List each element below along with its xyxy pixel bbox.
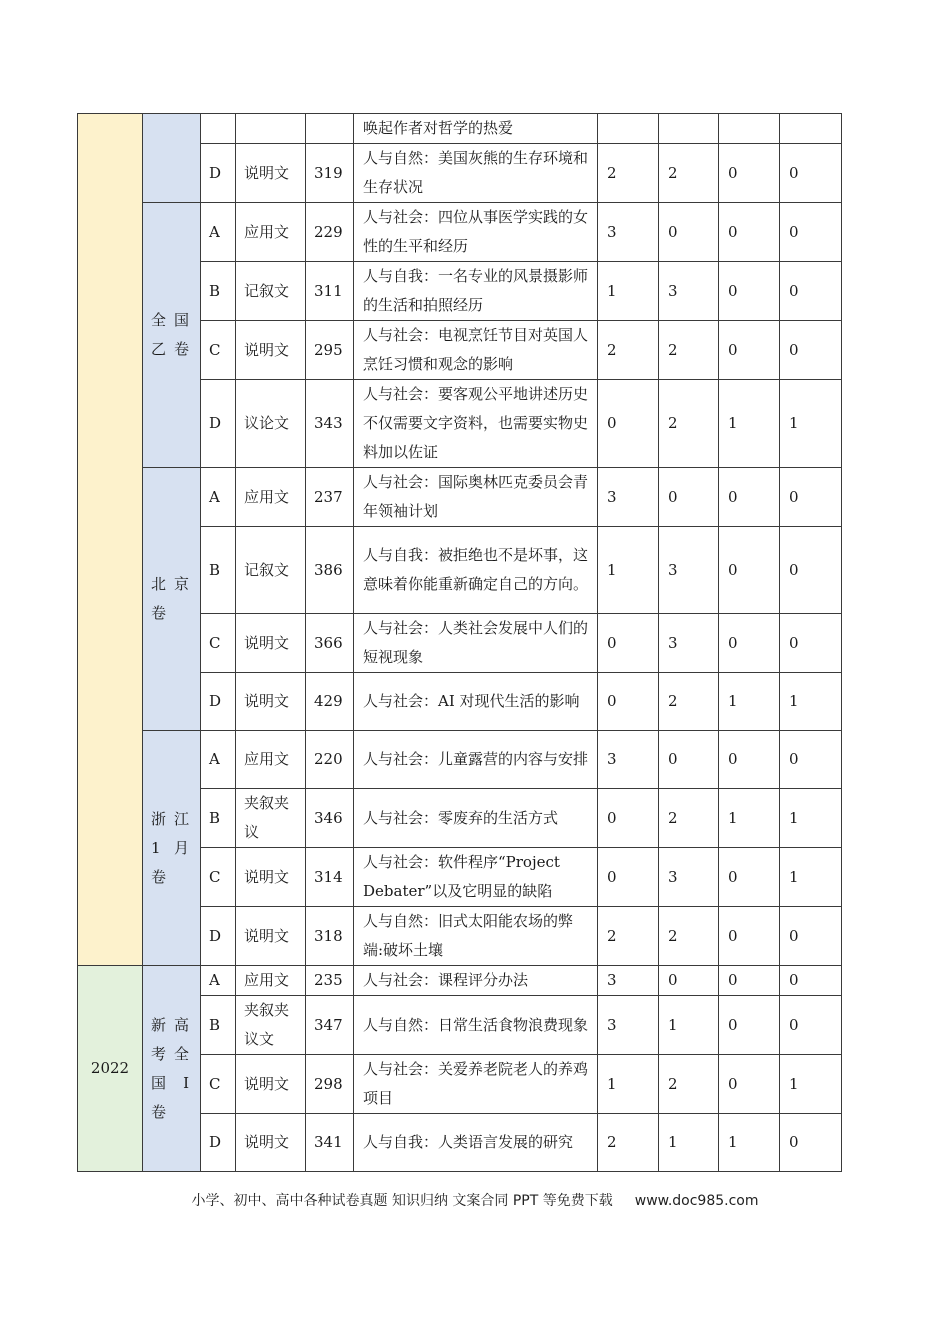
word-count: 319	[306, 144, 354, 203]
footer-text: 小学、初中、高中各种试卷真题 知识归纳 文案合同 PPT 等免费下载	[191, 1193, 613, 1209]
count-cell: 1	[719, 789, 780, 848]
count-cell: 1	[719, 673, 780, 731]
count-cell: 2	[598, 321, 659, 380]
count-cell: 3	[659, 848, 719, 907]
genre-cell: 说明文	[236, 848, 306, 907]
topic-cell: 人与社会：关爱养老院老人的养鸡项目	[354, 1055, 598, 1114]
count-cell: 0	[780, 262, 842, 321]
count-cell: 2	[659, 789, 719, 848]
passage-letter: C	[201, 1055, 236, 1114]
genre-cell: 说明文	[236, 614, 306, 673]
word-count: 429	[306, 673, 354, 731]
word-count: 237	[306, 468, 354, 527]
topic-cell: 人与自我：一名专业的风景摄影师的生活和拍照经历	[354, 262, 598, 321]
count-cell: 2	[659, 907, 719, 966]
count-cell: 0	[780, 468, 842, 527]
topic-cell: 人与社会：儿童露营的内容与安排	[354, 731, 598, 789]
count-cell: 0	[719, 966, 780, 996]
table-row	[78, 966, 842, 996]
count-cell: 1	[780, 380, 842, 468]
count-cell: 0	[780, 614, 842, 673]
passage-letter: B	[201, 996, 236, 1055]
paper-cell	[143, 966, 201, 1172]
paper-cell	[143, 203, 201, 468]
topic-cell: 人与社会：四位从事医学实践的女性的生平和经历	[354, 203, 598, 262]
word-count: 295	[306, 321, 354, 380]
count-cell: 0	[719, 262, 780, 321]
count-cell: 1	[719, 380, 780, 468]
count-cell: 2	[659, 380, 719, 468]
topic-cell: 人与自然：美国灰熊的生存环境和生存状况	[354, 144, 598, 203]
count-cell: 0	[719, 1055, 780, 1114]
count-cell: 3	[659, 527, 719, 614]
count-cell: 0	[598, 848, 659, 907]
count-cell: 0	[598, 614, 659, 673]
count-cell: 0	[659, 966, 719, 996]
genre-cell: 说明文	[236, 907, 306, 966]
word-count: 311	[306, 262, 354, 321]
count-cell: 3	[598, 731, 659, 789]
word-count	[306, 114, 354, 144]
genre-cell: 应用文	[236, 731, 306, 789]
topic-cell: 人与自我：被拒绝也不是坏事，这意味着你能重新确定自己的方向。	[354, 527, 598, 614]
count-cell: 1	[780, 789, 842, 848]
passage-letter: A	[201, 731, 236, 789]
passage-letter: D	[201, 673, 236, 731]
count-cell	[719, 114, 780, 144]
year-cell	[78, 114, 143, 966]
table-row	[78, 203, 842, 262]
topic-cell: 人与社会：人类社会发展中人们的短视现象	[354, 614, 598, 673]
genre-cell: 说明文	[236, 1055, 306, 1114]
count-cell: 2	[598, 907, 659, 966]
topic-cell: 人与社会：AI 对现代生活的影响	[354, 673, 598, 731]
count-cell: 2	[659, 144, 719, 203]
count-cell: 0	[719, 468, 780, 527]
genre-cell: 应用文	[236, 468, 306, 527]
count-cell: 0	[780, 1114, 842, 1172]
count-cell: 0	[780, 731, 842, 789]
count-cell: 0	[659, 731, 719, 789]
count-cell: 0	[780, 203, 842, 262]
table-row	[78, 468, 842, 527]
count-cell	[659, 114, 719, 144]
count-cell: 1	[780, 1055, 842, 1114]
word-count: 343	[306, 380, 354, 468]
topic-cell: 人与自然：日常生活食物浪费现象	[354, 996, 598, 1055]
paper-cell	[143, 731, 201, 966]
genre-cell: 说明文	[236, 1114, 306, 1172]
word-count: 235	[306, 966, 354, 996]
passage-letter: B	[201, 527, 236, 614]
paper-name: 新高考全国I卷	[151, 1015, 191, 1121]
passage-letter: D	[201, 380, 236, 468]
genre-cell: 记叙文	[236, 262, 306, 321]
count-cell: 3	[598, 966, 659, 996]
table-row	[78, 731, 842, 789]
count-cell: 0	[598, 673, 659, 731]
count-cell: 3	[598, 203, 659, 262]
count-cell: 1	[598, 262, 659, 321]
topic-cell: 人与社会：零废弃的生活方式	[354, 789, 598, 848]
passage-letter: C	[201, 321, 236, 380]
count-cell: 3	[598, 468, 659, 527]
count-cell: 1	[659, 996, 719, 1055]
genre-cell: 说明文	[236, 321, 306, 380]
paper-name: 全国乙卷	[151, 311, 191, 358]
count-cell: 3	[659, 614, 719, 673]
count-cell	[780, 114, 842, 144]
paper-cell	[143, 468, 201, 731]
count-cell: 0	[780, 321, 842, 380]
count-cell: 0	[598, 789, 659, 848]
passage-letter: D	[201, 144, 236, 203]
genre-cell	[236, 114, 306, 144]
word-count: 318	[306, 907, 354, 966]
genre-cell: 说明文	[236, 144, 306, 203]
count-cell: 0	[719, 527, 780, 614]
count-cell: 3	[598, 996, 659, 1055]
count-cell	[598, 114, 659, 144]
count-cell: 0	[659, 203, 719, 262]
count-cell: 0	[719, 907, 780, 966]
page-footer	[0, 1190, 950, 1210]
topic-cell: 人与社会：电视烹饪节目对英国人烹饪习惯和观念的影响	[354, 321, 598, 380]
passage-letter: B	[201, 789, 236, 848]
count-cell: 1	[719, 1114, 780, 1172]
count-cell: 1	[598, 527, 659, 614]
count-cell: 0	[719, 203, 780, 262]
count-cell: 0	[719, 321, 780, 380]
passage-letter: A	[201, 468, 236, 527]
passage-letter	[201, 114, 236, 144]
genre-cell: 应用文	[236, 966, 306, 996]
passage-letter: C	[201, 614, 236, 673]
word-count: 341	[306, 1114, 354, 1172]
paper-name: 北京卷	[151, 575, 191, 622]
word-count: 386	[306, 527, 354, 614]
count-cell: 0	[780, 144, 842, 203]
count-cell: 0	[780, 966, 842, 996]
count-cell: 2	[598, 1114, 659, 1172]
genre-cell: 议论文	[236, 380, 306, 468]
year-cell: 2022	[78, 966, 143, 1172]
genre-cell: 夹叙夹议	[236, 789, 306, 848]
topic-cell: 人与自然：旧式太阳能农场的弊端:破坏土壤	[354, 907, 598, 966]
topic-cell: 人与社会：课程评分办法	[354, 966, 598, 996]
passage-letter: D	[201, 907, 236, 966]
count-cell: 2	[659, 673, 719, 731]
paper-name: 浙江1月卷	[151, 809, 191, 886]
count-cell: 2	[598, 144, 659, 203]
count-cell: 0	[719, 996, 780, 1055]
count-cell: 0	[659, 468, 719, 527]
word-count: 220	[306, 731, 354, 789]
count-cell: 1	[598, 1055, 659, 1114]
footer-site[interactable]: www.doc985.com	[634, 1193, 759, 1209]
passage-letter: D	[201, 1114, 236, 1172]
count-cell: 0	[719, 144, 780, 203]
word-count: 347	[306, 996, 354, 1055]
word-count: 366	[306, 614, 354, 673]
count-cell: 1	[780, 848, 842, 907]
count-cell: 0	[780, 527, 842, 614]
reading-analysis-table	[77, 113, 842, 1172]
word-count: 298	[306, 1055, 354, 1114]
topic-cell: 人与自我：人类语言发展的研究	[354, 1114, 598, 1172]
count-cell: 1	[780, 673, 842, 731]
count-cell: 0	[719, 614, 780, 673]
count-cell: 0	[719, 731, 780, 789]
count-cell: 0	[598, 380, 659, 468]
topic-cell: 人与社会：国际奥林匹克委员会青年领袖计划	[354, 468, 598, 527]
count-cell: 0	[719, 848, 780, 907]
count-cell: 0	[780, 907, 842, 966]
word-count: 314	[306, 848, 354, 907]
count-cell: 0	[780, 996, 842, 1055]
count-cell: 2	[659, 321, 719, 380]
count-cell: 1	[659, 1114, 719, 1172]
count-cell: 3	[659, 262, 719, 321]
genre-cell: 记叙文	[236, 527, 306, 614]
table-row	[78, 114, 842, 144]
passage-letter: A	[201, 203, 236, 262]
genre-cell: 夹叙夹议文	[236, 996, 306, 1055]
passage-letter: C	[201, 848, 236, 907]
genre-cell: 应用文	[236, 203, 306, 262]
passage-letter: A	[201, 966, 236, 996]
paper-cell	[143, 114, 201, 203]
count-cell: 2	[659, 1055, 719, 1114]
topic-cell: 唤起作者对哲学的热爱	[354, 114, 598, 144]
topic-cell: 人与社会：要客观公平地讲述历史不仅需要文字资料，也需要实物史料加以佐证	[354, 380, 598, 468]
genre-cell: 说明文	[236, 673, 306, 731]
word-count: 346	[306, 789, 354, 848]
word-count: 229	[306, 203, 354, 262]
topic-cell: 人与社会：软件程序“Project Debater”以及它明显的缺陷	[354, 848, 598, 907]
passage-letter: B	[201, 262, 236, 321]
